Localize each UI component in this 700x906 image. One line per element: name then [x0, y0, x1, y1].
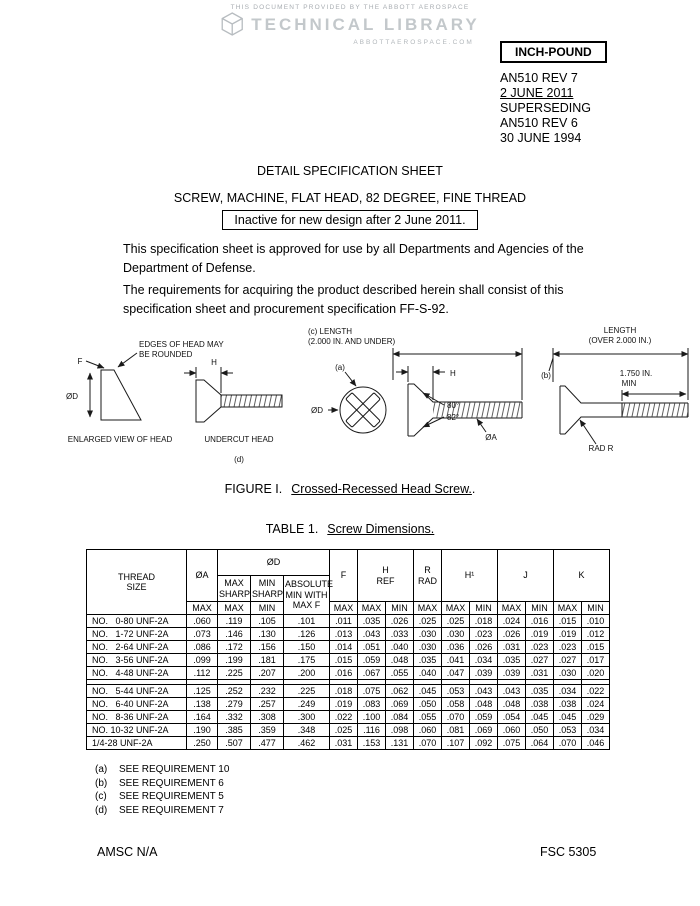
- figure-labels: [66, 326, 652, 464]
- dimension-value-cell: .060: [414, 724, 442, 737]
- fsc-number: FSC 5305: [540, 845, 597, 859]
- note-tag: (b): [95, 777, 108, 789]
- h-undercut-label: H: [211, 358, 217, 367]
- dimension-value-cell: .125: [187, 685, 218, 698]
- note-text: SEE REQUIREMENT 10: [119, 764, 230, 775]
- rad-r-label: RAD R: [588, 444, 614, 453]
- col-header-max: MAX: [414, 602, 442, 615]
- dimension-value-cell: .051: [358, 641, 386, 654]
- subject-title: SCREW, MACHINE, FLAT HEAD, 82 DEGREE, FINE THREAD: [173, 191, 527, 205]
- thread-size-cell: NO. 5-44 UNF-2A: [87, 685, 187, 698]
- dimension-value-cell: .027: [554, 654, 582, 667]
- dimension-value-cell: .175: [284, 654, 330, 667]
- dimension-value-cell: .119: [218, 615, 251, 628]
- thread-size-cell: NO. 6-40 UNF-2A: [87, 698, 187, 711]
- inactive-notice-row: [0, 210, 700, 230]
- dimension-value-cell: .030: [442, 628, 470, 641]
- dimension-value-cell: .062: [386, 685, 414, 698]
- dimension-value-cell: .019: [554, 628, 582, 641]
- thread-size-cell: NO. 3-56 UNF-2A: [87, 654, 187, 667]
- dimension-value-cell: .050: [414, 698, 442, 711]
- col-header-h-ref: H REF: [358, 550, 414, 602]
- figure-1-drawings: [0, 320, 700, 480]
- dimension-value-cell: .039: [470, 667, 498, 680]
- dimension-value-cell: .054: [498, 711, 526, 724]
- thread-size-cell: NO. 10-32 UNF-2A: [87, 724, 187, 737]
- dimension-value-cell: .016: [330, 667, 358, 680]
- dimension-value-cell: .043: [358, 628, 386, 641]
- doc-date: 2 JUNE 2011: [500, 86, 574, 100]
- dimension-value-cell: .279: [218, 698, 251, 711]
- dimension-value-cell: .039: [498, 667, 526, 680]
- col-header-max-sharp: MAX SHARP: [218, 576, 251, 602]
- dimension-value-cell: .257: [251, 698, 284, 711]
- figure-notes: [95, 763, 229, 817]
- dimension-value-cell: .116: [358, 724, 386, 737]
- edges-note-line1: EDGES OF HEAD MAY: [139, 340, 224, 349]
- length-long-line1: LENGTH: [603, 326, 637, 335]
- dimension-value-cell: .013: [330, 628, 358, 641]
- dimension-value-cell: .031: [498, 641, 526, 654]
- col-header-h1: H¹: [442, 550, 498, 602]
- abbott-masthead: [220, 4, 480, 46]
- dimension-value-cell: .069: [386, 698, 414, 711]
- dimension-value-cell: .025: [414, 615, 442, 628]
- dimension-value-cell: .030: [414, 641, 442, 654]
- dimension-value-cell: .067: [358, 667, 386, 680]
- thread-size-cell: NO. 1-72 UNF-2A: [87, 628, 187, 641]
- dimension-value-cell: .150: [284, 641, 330, 654]
- edges-note-line2: BE ROUNDED: [139, 350, 193, 359]
- dimension-value-cell: .022: [582, 685, 610, 698]
- dimension-value-cell: .070: [442, 711, 470, 724]
- dimension-value-cell: .023: [554, 641, 582, 654]
- figure-caption-suffix: .: [471, 482, 476, 496]
- dimension-value-cell: .030: [414, 628, 442, 641]
- dimension-value-cell: .014: [330, 641, 358, 654]
- dimension-value-cell: .200: [284, 667, 330, 680]
- col-header-min: MIN: [470, 602, 498, 615]
- dimension-value-cell: .034: [554, 685, 582, 698]
- col-header-k: K: [554, 550, 610, 602]
- col-header-max: MAX: [554, 602, 582, 615]
- col-header-min: MIN: [526, 602, 554, 615]
- dimension-value-cell: .064: [526, 737, 554, 750]
- f-dim-label: F: [77, 357, 83, 366]
- length-short-line2: (2.000 IN. AND UNDER): [308, 337, 396, 346]
- dimension-value-cell: .105: [251, 615, 284, 628]
- dimension-value-cell: .058: [442, 698, 470, 711]
- dimension-value-cell: .018: [330, 685, 358, 698]
- note-text: SEE REQUIREMENT 6: [119, 777, 224, 789]
- dimension-value-cell: .075: [358, 685, 386, 698]
- col-header-min: MIN: [582, 602, 610, 615]
- note-b-label: (b): [541, 371, 551, 380]
- col-header-max: MAX: [442, 602, 470, 615]
- dimension-value-cell: .015: [330, 654, 358, 667]
- col-header-j: J: [498, 550, 554, 602]
- dimension-value-cell: .156: [251, 641, 284, 654]
- dimension-value-cell: .385: [218, 724, 251, 737]
- dimension-value-cell: .146: [218, 628, 251, 641]
- dimension-value-cell: .059: [470, 711, 498, 724]
- col-header-max: MAX: [187, 602, 218, 615]
- col-header-max: MAX: [498, 602, 526, 615]
- masthead-title: TECHNICAL LIBRARY: [251, 15, 480, 34]
- col-header-thread-size: THREAD SIZE: [87, 550, 187, 615]
- dimension-value-cell: .015: [554, 615, 582, 628]
- thread-size-cell: 1/4-28 UNF-2A: [87, 737, 187, 750]
- dimension-value-cell: .225: [218, 667, 251, 680]
- dimension-value-cell: .018: [470, 615, 498, 628]
- h-side-label: H: [450, 369, 456, 378]
- screw-dimensions-table: [86, 549, 610, 750]
- masthead-provided-by: THIS DOCUMENT PROVIDED BY THE ABBOTT AEROSPACE: [230, 4, 470, 11]
- note-line: [95, 763, 229, 777]
- dimension-value-cell: .172: [218, 641, 251, 654]
- dimension-value-cell: .207: [251, 667, 284, 680]
- table-row: [87, 628, 610, 641]
- dimension-value-cell: .040: [414, 667, 442, 680]
- dimension-value-cell: .031: [330, 737, 358, 750]
- dimension-value-cell: .225: [284, 685, 330, 698]
- table-row: [87, 667, 610, 680]
- note-tag: (c): [95, 791, 107, 802]
- dimension-value-cell: .070: [414, 737, 442, 750]
- doc-prev-revision: AN510 REV 6: [500, 116, 578, 130]
- doc-prev-date: 30 JUNE 1994: [500, 131, 582, 145]
- length-short-line1: (c) LENGTH: [308, 327, 352, 336]
- dimension-value-cell: .084: [386, 711, 414, 724]
- dimension-value-cell: .232: [251, 685, 284, 698]
- dimension-value-cell: .107: [442, 737, 470, 750]
- dimension-value-cell: .332: [218, 711, 251, 724]
- dimension-value-cell: .035: [414, 654, 442, 667]
- dimension-value-cell: .249: [284, 698, 330, 711]
- dimension-value-cell: .041: [442, 654, 470, 667]
- thread-min-line1: 1.750 IN.: [619, 369, 653, 378]
- inch-pound-box: INCH-POUND: [500, 41, 607, 63]
- col-header-absolute-min: ABSOLUTE MIN WITH MAX F: [284, 576, 330, 615]
- table-caption: [0, 522, 700, 536]
- dimension-value-cell: .045: [526, 711, 554, 724]
- col-header-od: ØD: [218, 550, 330, 576]
- undercut-head-drawing: [184, 367, 282, 422]
- doc-superseding: SUPERSEDING: [500, 101, 591, 115]
- table-caption-prefix: TABLE 1.: [265, 522, 319, 536]
- masthead-site: ABBOTTAEROSPACE.COM: [353, 39, 474, 46]
- dimension-value-cell: .038: [526, 698, 554, 711]
- dimension-value-cell: .025: [330, 724, 358, 737]
- dimension-value-cell: .083: [358, 698, 386, 711]
- dimension-value-cell: .040: [386, 641, 414, 654]
- dimension-value-cell: .081: [442, 724, 470, 737]
- note-line: [95, 804, 229, 818]
- abbott-aerospace-cube-logo-icon: [220, 12, 244, 38]
- col-header-max: MAX: [358, 602, 386, 615]
- dimension-value-cell: .308: [251, 711, 284, 724]
- dimension-value-cell: .300: [284, 711, 330, 724]
- figure-caption-title: Crossed-Recessed Head Screw.: [291, 482, 472, 496]
- angle-80-label: 80°: [447, 401, 460, 410]
- dimension-value-cell: .131: [386, 737, 414, 750]
- dimension-value-cell: .112: [187, 667, 218, 680]
- dimension-value-cell: .053: [442, 685, 470, 698]
- enlarged-view-caption: ENLARGED VIEW OF HEAD: [67, 435, 173, 444]
- dimension-value-cell: .060: [498, 724, 526, 737]
- col-header-min-sharp: MIN SHARP: [251, 576, 284, 602]
- dimension-value-cell: .023: [526, 641, 554, 654]
- dimension-value-cell: .507: [218, 737, 251, 750]
- dimension-value-cell: .020: [582, 667, 610, 680]
- dimension-value-cell: .026: [470, 641, 498, 654]
- dimension-value-cell: .017: [582, 654, 610, 667]
- dimension-value-cell: .025: [442, 615, 470, 628]
- thread-size-cell: NO. 2-64 UNF-2A: [87, 641, 187, 654]
- col-header-min: MIN: [386, 602, 414, 615]
- dimension-value-cell: .011: [330, 615, 358, 628]
- dimension-value-cell: .477: [251, 737, 284, 750]
- doc-revision: AN510 REV 7: [500, 71, 578, 85]
- note-tag: (d): [95, 804, 108, 816]
- dimension-value-cell: .073: [187, 628, 218, 641]
- dimension-value-cell: .100: [358, 711, 386, 724]
- dimension-value-cell: .252: [218, 685, 251, 698]
- dimension-value-cell: .019: [330, 698, 358, 711]
- dimension-value-cell: .199: [218, 654, 251, 667]
- thread-size-cell: NO. 4-48 UNF-2A: [87, 667, 187, 680]
- note-a-label: (a): [335, 363, 345, 372]
- table-row: [87, 654, 610, 667]
- length-long-line2: (OVER 2.000 IN.): [588, 336, 652, 345]
- table-row: [87, 615, 610, 628]
- figure-caption: [0, 482, 700, 496]
- note-text: SEE REQUIREMENT 5: [119, 791, 224, 802]
- dimension-value-cell: .130: [251, 628, 284, 641]
- dimension-value-cell: .046: [582, 737, 610, 750]
- table-row: [87, 737, 610, 750]
- dimension-value-cell: .034: [470, 654, 498, 667]
- amsc-number: AMSC N/A: [97, 845, 158, 859]
- note-line: [95, 777, 229, 791]
- dimension-value-cell: .098: [386, 724, 414, 737]
- dimension-value-cell: .153: [358, 737, 386, 750]
- dimension-value-cell: .086: [187, 641, 218, 654]
- dimension-value-cell: .101: [284, 615, 330, 628]
- dimension-value-cell: .035: [498, 654, 526, 667]
- dimension-value-cell: .359: [251, 724, 284, 737]
- dimension-value-cell: .190: [187, 724, 218, 737]
- dimension-value-cell: .099: [187, 654, 218, 667]
- dimension-value-cell: .031: [526, 667, 554, 680]
- enlarged-head-drawing: [86, 353, 141, 420]
- dimension-value-cell: .050: [526, 724, 554, 737]
- table-row: [87, 698, 610, 711]
- dimension-value-cell: .043: [470, 685, 498, 698]
- dimension-value-cell: .181: [251, 654, 284, 667]
- note-line: [95, 790, 229, 804]
- dimension-value-cell: .164: [187, 711, 218, 724]
- table-row: [87, 724, 610, 737]
- short-screw-drawing: [328, 348, 522, 438]
- dimension-value-cell: .092: [470, 737, 498, 750]
- dimension-value-cell: .024: [582, 698, 610, 711]
- thread-size-cell: NO. 8-36 UNF-2A: [87, 711, 187, 724]
- dimension-value-cell: .045: [414, 685, 442, 698]
- dimension-value-cell: .035: [526, 685, 554, 698]
- dimension-value-cell: .033: [386, 628, 414, 641]
- dimension-value-cell: .138: [187, 698, 218, 711]
- figure-caption-prefix: FIGURE I.: [224, 482, 283, 496]
- dimension-value-cell: .060: [187, 615, 218, 628]
- dimension-value-cell: .036: [442, 641, 470, 654]
- dimension-value-cell: .048: [386, 654, 414, 667]
- note-text: SEE REQUIREMENT 7: [119, 804, 224, 816]
- dimension-value-cell: .047: [442, 667, 470, 680]
- dimension-value-cell: .055: [414, 711, 442, 724]
- dimension-value-cell: .023: [470, 628, 498, 641]
- col-header-min: MIN: [251, 602, 284, 615]
- inactive-notice-box: Inactive for new design after 2 June 2011.: [222, 210, 477, 230]
- doc-type-title: DETAIL SPECIFICATION SHEET: [257, 164, 443, 178]
- dimension-value-cell: .019: [526, 628, 554, 641]
- dimension-value-cell: .348: [284, 724, 330, 737]
- col-header-r-rad: R RAD: [414, 550, 442, 602]
- dimension-value-cell: .016: [526, 615, 554, 628]
- dimension-value-cell: .055: [386, 667, 414, 680]
- dimension-value-cell: .015: [582, 641, 610, 654]
- thread-min-line2: MIN: [621, 379, 637, 388]
- col-header-max: MAX: [218, 602, 251, 615]
- note-tag: (a): [95, 764, 108, 775]
- document-id-block: [500, 71, 591, 146]
- dimension-value-cell: .048: [470, 698, 498, 711]
- long-screw-drawing: [549, 348, 688, 444]
- note-d-label: (d): [234, 455, 244, 464]
- dimension-value-cell: .022: [330, 711, 358, 724]
- dimension-value-cell: .035: [358, 615, 386, 628]
- angle-82-label: 82°: [447, 413, 460, 422]
- col-header-max: MAX: [330, 602, 358, 615]
- dimension-value-cell: .059: [358, 654, 386, 667]
- od-enlarged-label: ØD: [66, 392, 78, 401]
- col-header-oa: ØA: [187, 550, 218, 602]
- table-row: [87, 685, 610, 698]
- table-body: [87, 615, 610, 750]
- dimension-value-cell: .053: [554, 724, 582, 737]
- acquisition-paragraph: The requirements for acquiring the product described herein shall consist of this specification sheet and procurement specification FF-S-92.: [123, 283, 564, 316]
- oa-dim-label: ØA: [485, 433, 497, 442]
- approval-paragraph: This specification sheet is approved for use by all Departments and Agencies of the Department of Defense.: [123, 242, 584, 275]
- dimension-value-cell: .024: [498, 615, 526, 628]
- dimension-value-cell: .250: [187, 737, 218, 750]
- dimension-value-cell: .069: [470, 724, 498, 737]
- dimension-value-cell: .034: [582, 724, 610, 737]
- dimension-value-cell: .075: [498, 737, 526, 750]
- dimension-value-cell: .048: [498, 698, 526, 711]
- dimension-value-cell: .010: [582, 615, 610, 628]
- dimension-value-cell: .070: [554, 737, 582, 750]
- col-header-f: F: [330, 550, 358, 602]
- table-row: [87, 641, 610, 654]
- dimension-value-cell: .045: [554, 711, 582, 724]
- table-row: [87, 711, 610, 724]
- dimension-value-cell: .038: [554, 698, 582, 711]
- dimension-value-cell: .126: [284, 628, 330, 641]
- dimension-value-cell: .027: [526, 654, 554, 667]
- dimension-value-cell: .029: [582, 711, 610, 724]
- dimension-value-cell: .030: [554, 667, 582, 680]
- dimension-value-cell: .043: [498, 685, 526, 698]
- undercut-head-caption: UNDERCUT HEAD: [204, 435, 274, 444]
- od-side-label: ØD: [311, 406, 323, 415]
- table-caption-title: Screw Dimensions.: [327, 522, 435, 536]
- dimension-value-cell: .012: [582, 628, 610, 641]
- dimension-value-cell: .026: [386, 615, 414, 628]
- thread-size-cell: NO. 0-80 UNF-2A: [87, 615, 187, 628]
- dimension-value-cell: .462: [284, 737, 330, 750]
- dimension-value-cell: .026: [498, 628, 526, 641]
